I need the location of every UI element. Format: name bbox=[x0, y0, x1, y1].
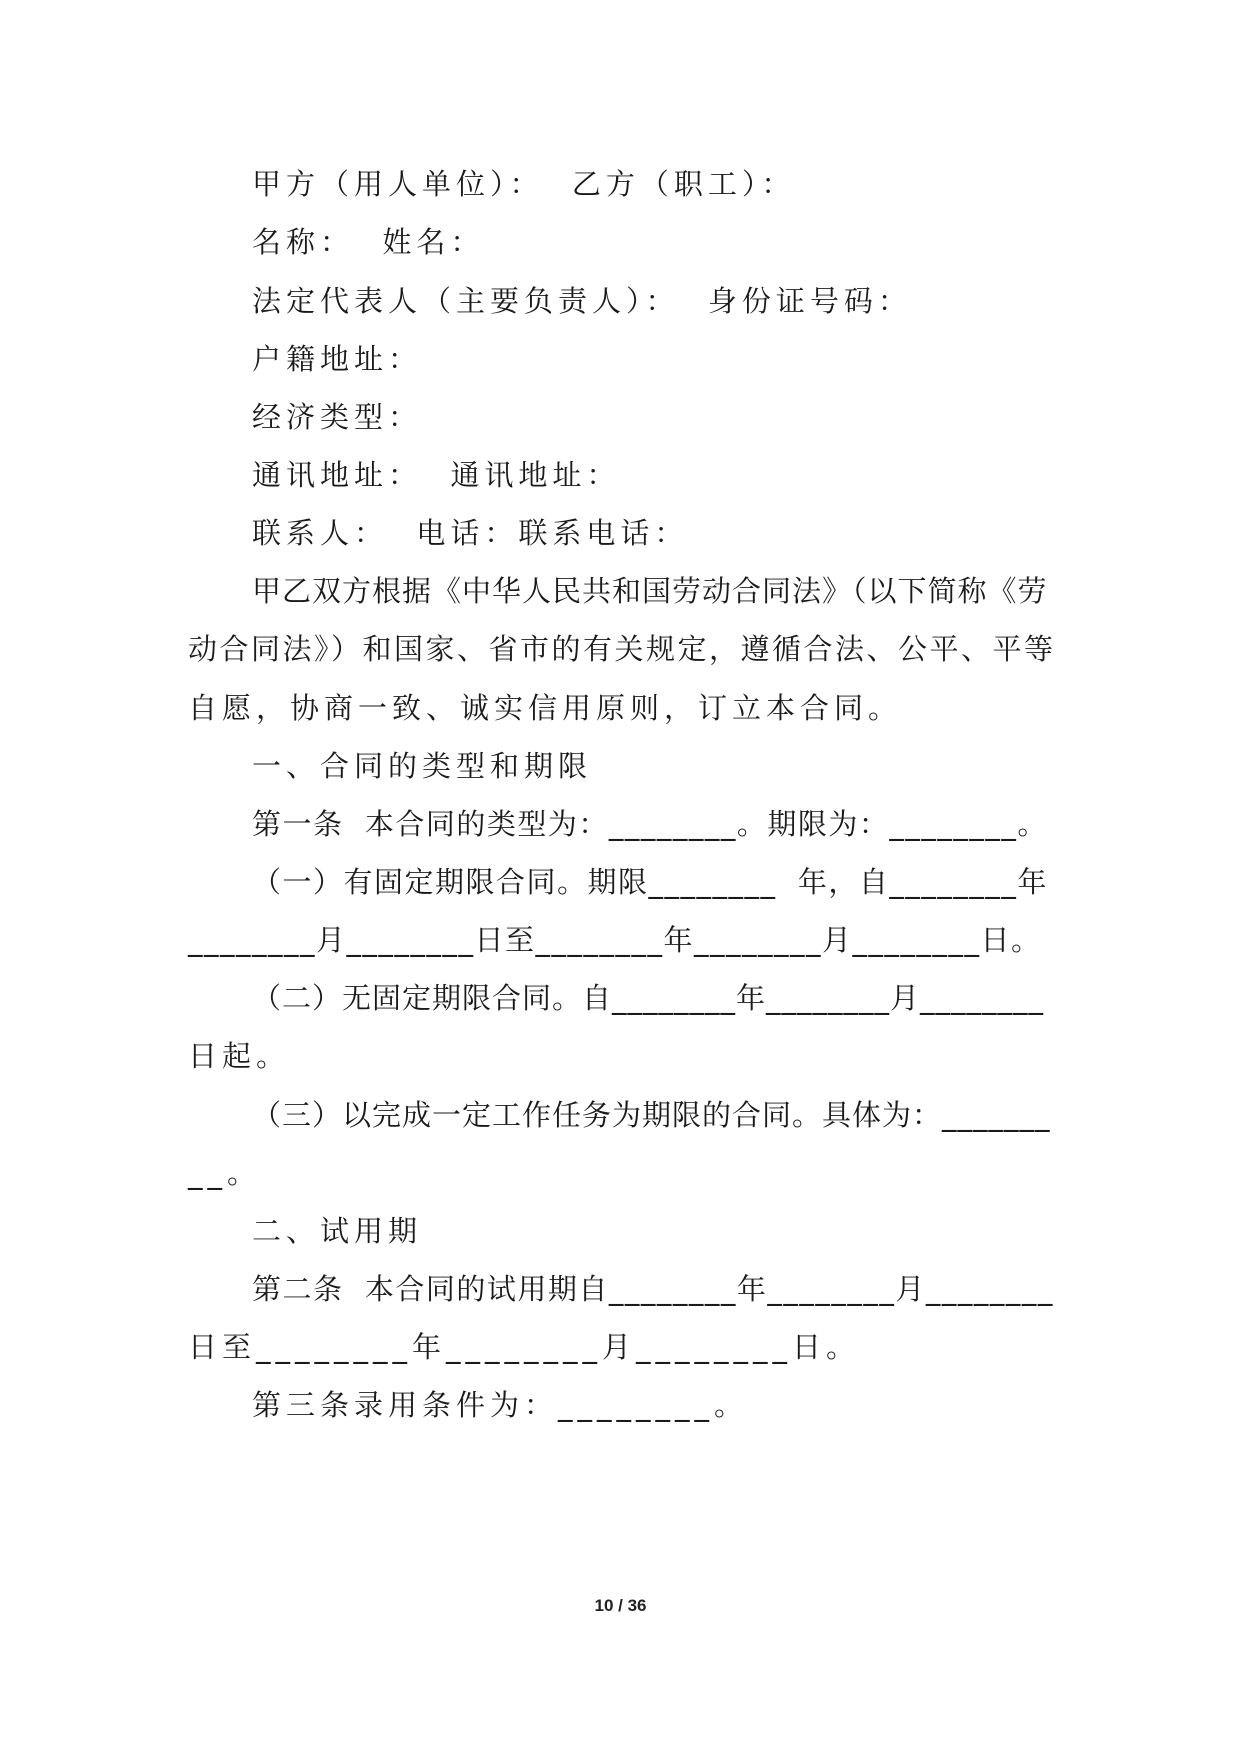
preamble-line-3: 自愿，协商一致、诚实信用原则，订立本合同。 bbox=[188, 691, 903, 725]
fixed-term-line-1: （一）有固定期限合同。期限________ 年，自________年 bbox=[252, 865, 1048, 899]
task-term-line-2: __。 bbox=[188, 1156, 262, 1190]
name-line: 名称： 姓名： bbox=[252, 225, 485, 259]
fixed-term-line-2: ________月________日至________年________月________日。 bbox=[188, 923, 1042, 957]
section-heading-1: 一、合同的类型和期限 bbox=[252, 749, 593, 783]
article-2-line-1: 第二条 本合同的试用期自________年________月________ bbox=[252, 1272, 1054, 1306]
task-term-line-1: （三）以完成一定工作任务为期限的合同。具体为：_______ bbox=[252, 1098, 1051, 1132]
contact-line: 联系人： 电话：联系电话： bbox=[252, 516, 689, 550]
preamble-line-2: 动合同法》）和国家、省市的有关规定，遵循合法、公平、平等 bbox=[188, 632, 1056, 666]
legal-rep-line: 法定代表人（主要负责人）： 身份证号码： bbox=[252, 284, 912, 318]
page-number: 10 / 36 bbox=[594, 1596, 647, 1615]
open-term-line-1: （二）无固定期限合同。自________年________月________ bbox=[252, 981, 1045, 1015]
mailing-address-line: 通讯地址： 通讯地址： bbox=[252, 458, 621, 492]
article-3-line: 第三条录用条件为：________。 bbox=[252, 1388, 749, 1422]
section-heading-2: 二、试用期 bbox=[252, 1214, 423, 1248]
party-header-line: 甲方（用人单位）： 乙方（职工）： bbox=[252, 167, 796, 201]
economic-type-line: 经济类型： bbox=[252, 400, 423, 434]
preamble-line-1: 甲乙双方根据《中华人民共和国劳动合同法》（以下简称《劳 bbox=[252, 574, 1048, 608]
household-address-line: 户籍地址： bbox=[252, 342, 423, 376]
open-term-line-2: 日起。 bbox=[188, 1039, 291, 1073]
article-1-line: 第一条 本合同的类型为：________。期限为：________。 bbox=[252, 807, 1048, 841]
article-2-line-2: 日至________年________月________日。 bbox=[188, 1330, 861, 1364]
